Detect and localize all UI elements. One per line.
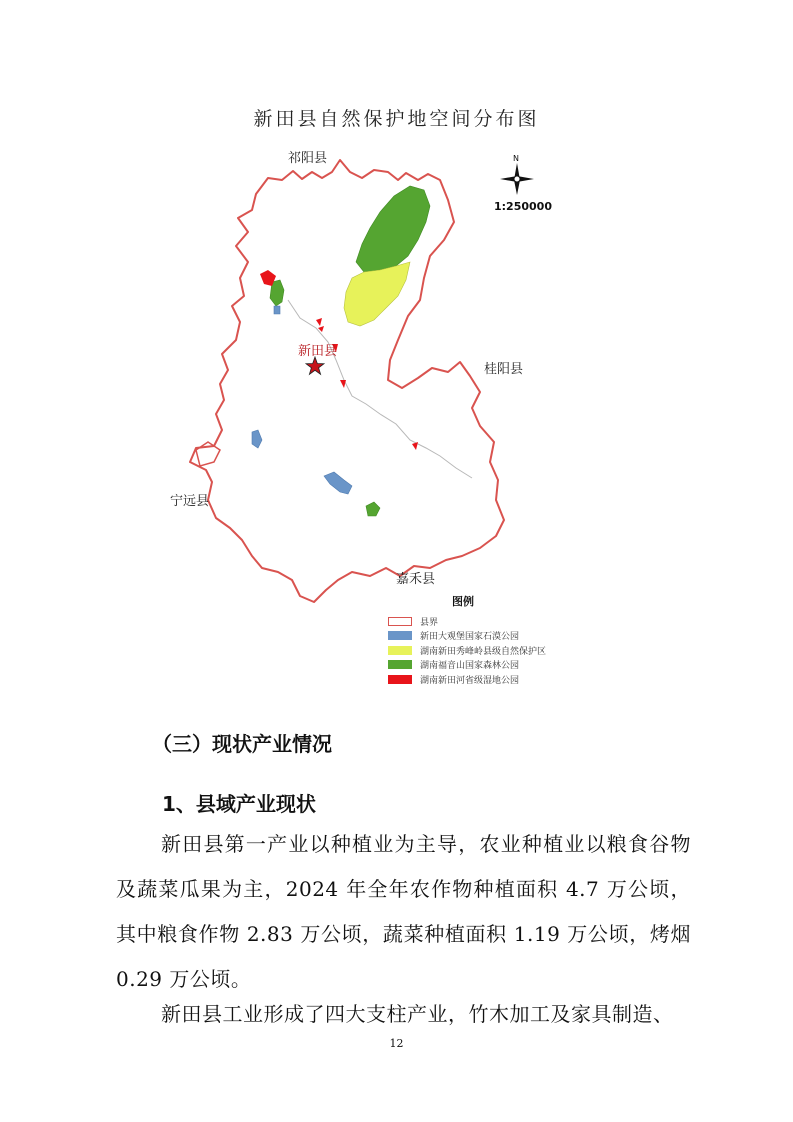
place-label-west: 宁远县 [170,494,210,509]
paragraph: 新田县第一产业以种植业为主导，农业种植业以粮食谷物及蔬菜瓜果为主，2024 年全年农作物种植面积 4.7 万公顷，其中粮食作物 2.83 万公顷，蔬菜种植面积 1.19 万公顷，烤烟 0.29 万公顷。 [116,832,691,991]
place-label-center: 新田县 [298,344,338,359]
legend-item [388,672,546,687]
place-label-north: 祁阳县 [288,151,328,166]
legend-item [388,643,546,658]
legend-label: 湖南福音山国家森林公园 [420,661,520,672]
county-boundary [190,160,504,602]
north-arrow-icon [500,163,534,195]
legend-swatch-wetland [388,675,412,684]
map-title: 新田县自然保护地空间分布图 [253,108,540,130]
legend-swatch-boundary [388,617,412,626]
map-legend [388,614,546,687]
legend-title: 图例 [452,595,474,608]
place-label-south: 嘉禾县 [396,572,436,587]
paragraph: 新田县工业形成了四大支柱产业，竹木加工及家具制造、 [161,1002,674,1026]
page-number: 12 [389,1037,404,1050]
legend-swatch-reserve [388,646,412,655]
legend-label: 县界 [420,617,439,628]
legend-swatch-stone-park [388,631,412,640]
legend-label: 新田大观堡国家石漠公园 [420,632,520,643]
legend-swatch-forest-park [388,660,412,669]
section-heading: （三）现状产业情况 [152,732,332,756]
stone-park-nw [274,306,280,314]
north-label: N [513,154,519,163]
legend-label: 湖南新田秀峰岭县级自然保护区 [420,646,547,657]
legend-item [388,614,546,629]
subsection-heading: 1、县域产业现状 [162,792,316,816]
legend-item [388,629,546,644]
legend-label: 湖南新田河省级湿地公园 [420,675,520,686]
place-label-east: 桂阳县 [484,362,524,377]
map-scale: 1:250000 [494,200,552,213]
legend-item [388,658,546,673]
